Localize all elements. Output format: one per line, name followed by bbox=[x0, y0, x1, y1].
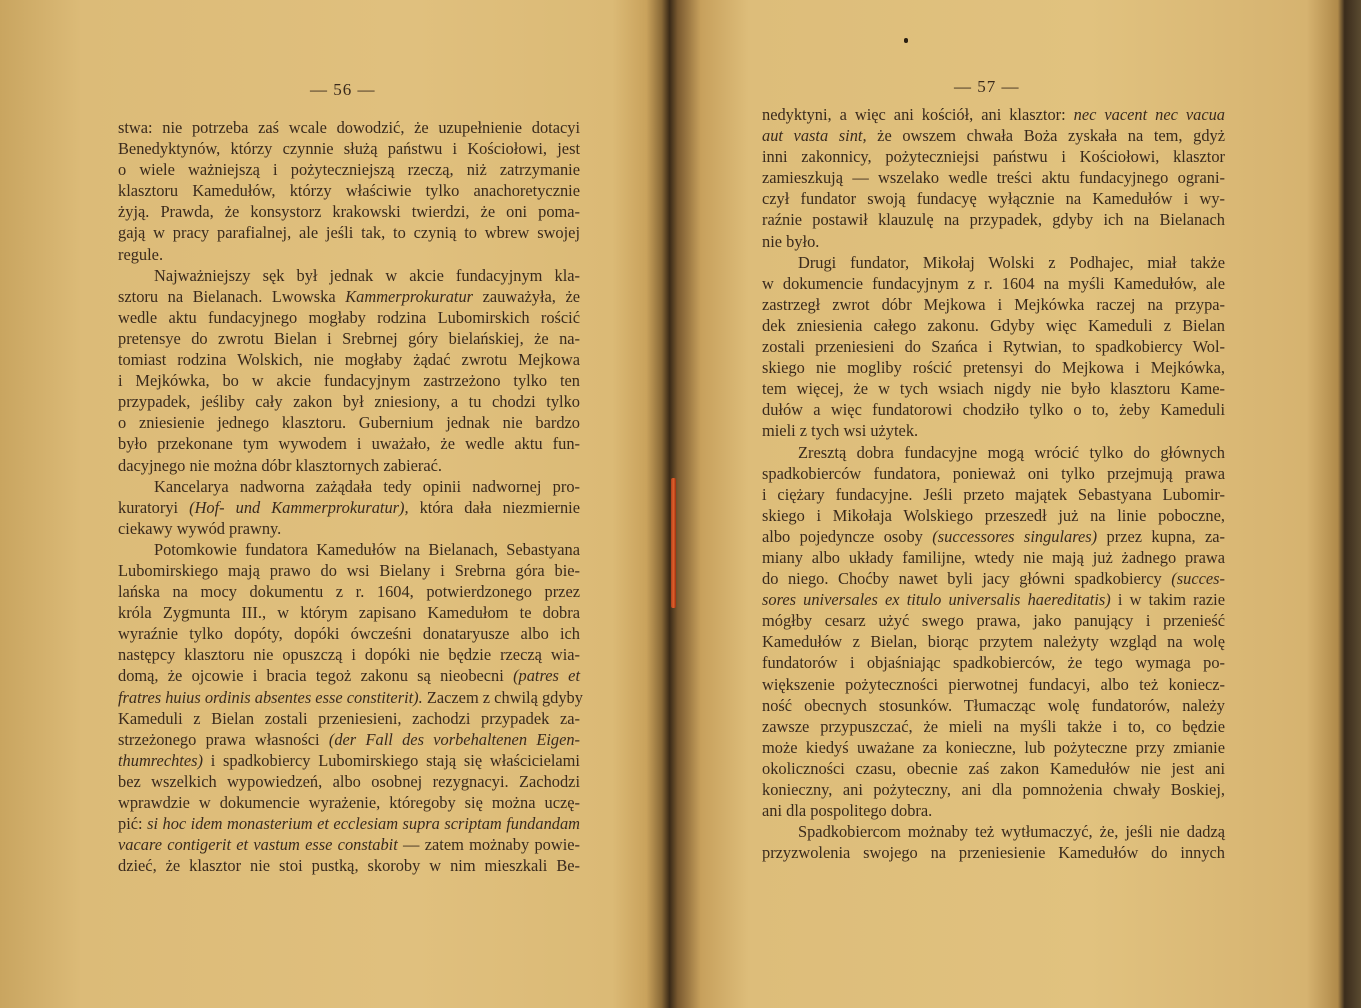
text-segment: Kancelarya nadworna zażądała tedy opinii nadwornej pro- bbox=[154, 476, 580, 496]
text-segment: strzeżonego prawa własności bbox=[118, 729, 329, 749]
text-line bbox=[118, 623, 580, 644]
text-line bbox=[762, 294, 1225, 315]
text-line bbox=[118, 855, 580, 876]
text-segment: zostali przeniesieni do Szańca i Rytwian, to spadkobiercy Wol- bbox=[762, 337, 1225, 357]
text-line bbox=[762, 716, 1225, 737]
text-segment: było przekonane tym wywodem i uważało, że wedle aktu fun- bbox=[118, 434, 580, 454]
text-segment: że owszem chwała Boża zyskała na tem, gdyż bbox=[866, 126, 1225, 146]
text-line bbox=[762, 758, 1225, 779]
text-segment: kuratoryi bbox=[118, 497, 190, 517]
text-line bbox=[762, 800, 1225, 821]
text-segment: pretensye do zwrotu Bielan i Srebrnej góry bielańskiej, że na- bbox=[118, 328, 580, 348]
text-line bbox=[118, 518, 580, 539]
text-segment: lańska na mocy dokumentu z r. 1604, potwierdzonego przez bbox=[118, 582, 580, 602]
text-segment: fundatorów i objaśniając spadkobierców, że tego wymaga po- bbox=[762, 653, 1225, 673]
text-line bbox=[118, 644, 580, 665]
italic-text: vacare contigerit et vastum esse constabit bbox=[118, 835, 398, 855]
text-line bbox=[762, 104, 1225, 125]
text-line bbox=[762, 821, 1225, 842]
text-line bbox=[762, 842, 1225, 863]
text-segment: Benedyktynów, którzy czynnie służą państwu i Kościołowi, jest bbox=[118, 139, 580, 159]
text-segment: stwa: nie potrzeba zaś wcale dowodzić, że uzupełnienie dotacyi bbox=[118, 118, 580, 137]
italic-text: fratres huius ordinis absentes esse constiterit). bbox=[118, 687, 423, 707]
text-segment: Zaczem z chwilą gdyby bbox=[422, 687, 583, 707]
text-segment: regule. bbox=[118, 244, 164, 264]
text-line bbox=[762, 631, 1225, 652]
text-segment: mieli z tych wsi użytek. bbox=[762, 421, 919, 441]
text-segment: Spadkobiercom możnaby też wytłumaczyć, że, jeśli nie dadzą bbox=[798, 822, 1225, 842]
text-segment: ciekawy wywód prawny. bbox=[118, 518, 282, 538]
text-line bbox=[762, 589, 1225, 610]
text-line bbox=[762, 209, 1225, 230]
text-line bbox=[762, 336, 1225, 357]
text-line bbox=[118, 286, 580, 307]
text-line bbox=[118, 307, 580, 328]
text-line bbox=[118, 560, 580, 581]
text-line bbox=[118, 750, 580, 771]
text-segment: która dała niezmiernie bbox=[408, 497, 580, 517]
text-line bbox=[118, 370, 580, 391]
left-page bbox=[118, 0, 583, 1008]
text-line bbox=[762, 568, 1225, 589]
text-segment: okoliczności czasu, obecnie zaś zakon Kamedułów nie jest ani bbox=[762, 758, 1225, 778]
text-line bbox=[762, 188, 1225, 209]
text-line bbox=[762, 695, 1225, 716]
text-segment: zauważyła, że bbox=[473, 286, 581, 306]
text-line bbox=[762, 610, 1225, 631]
italic-text: nec vacent nec vacua bbox=[1073, 105, 1225, 124]
text-segment: przypadek, jeśliby cały zakon był zniesiony, a tu chodzi tylko bbox=[118, 392, 580, 412]
text-line bbox=[762, 315, 1225, 336]
text-segment: i spadkobiercy Lubomirskiego stają się właścicielami bbox=[202, 750, 580, 770]
text-segment: raźnie postawił klauzulę na przypadek, gdyby ich na Bielanach bbox=[762, 210, 1225, 230]
text-line bbox=[118, 687, 583, 708]
text-segment: króla Zygmunta III., w którym zapisano Kamedułom te dobra bbox=[118, 603, 580, 623]
text-segment: skiego nie mogliby rościć pretensyi do Mejkowa i Mejkówka, bbox=[762, 358, 1225, 378]
text-line bbox=[762, 357, 1225, 378]
text-segment: bez wszelkich wypowiedzeń, albo osobnej rezygnacyi. Zachodzi bbox=[118, 771, 580, 791]
text-segment: wyraźnie tylko dopóty, dopóki ówcześni donataryusze albo ich bbox=[118, 624, 580, 644]
text-segment: czył fundator swoją fundacyę wyłącznie na Kamedułów i wy- bbox=[762, 189, 1225, 209]
text-segment: i ciężary fundacyjne. Jeśli przeto majątek Sebastyana Lubomir- bbox=[762, 484, 1225, 504]
text-segment: dułów a więc fundatorowi chodziło tylko o to, żeby Kameduli bbox=[762, 400, 1225, 420]
page-text bbox=[762, 104, 1225, 863]
text-segment: zawsze przypuszczać, że mieli na myśli także i to, co będzie bbox=[762, 716, 1225, 736]
text-segment: ani dla pospolitego dobra. bbox=[762, 801, 933, 821]
text-line bbox=[118, 201, 580, 222]
italic-text: (successores singulares) bbox=[932, 526, 1098, 546]
text-line bbox=[118, 834, 580, 855]
text-segment: tem więcej, że w tych wsiach nigdy nie było klasztoru Kame- bbox=[762, 379, 1225, 399]
italic-text: (der Fall des vorbehaltenen Eigen- bbox=[328, 729, 581, 749]
text-line bbox=[118, 476, 580, 497]
page-number: — 56 — bbox=[310, 80, 376, 99]
text-segment: i Mejkówka, bo w akcie fundacyjnym zastrzeżono tylko ten bbox=[118, 371, 580, 391]
text-line bbox=[762, 779, 1225, 800]
text-line bbox=[118, 180, 580, 201]
text-line bbox=[118, 412, 580, 433]
text-line bbox=[762, 442, 1225, 463]
text-segment: sztoru na Bielanach. Lwowska bbox=[118, 286, 346, 306]
text-line bbox=[118, 244, 580, 265]
text-line bbox=[762, 652, 1225, 673]
text-segment: skiego i Mikołaja Wolskiego przeszedł już na linie poboczne, bbox=[762, 505, 1225, 525]
text-line bbox=[762, 399, 1225, 420]
text-segment: miany albo układy familijne, wtedy nie mają już żadnego prawa bbox=[762, 547, 1225, 567]
text-segment: następcy klasztoru nie opuszczą i dopóki nie będzie rzeczą wia- bbox=[118, 645, 580, 665]
text-segment: żyją. Prawda, że konsystorz krakowski twierdzi, że oni poma- bbox=[118, 202, 580, 222]
text-segment: Kameduli z Bielan zostali przeniesieni, zachodzi przypadek za- bbox=[118, 708, 580, 728]
page-text bbox=[118, 117, 583, 876]
italic-text: Kammerprokuratur bbox=[345, 286, 474, 306]
text-line bbox=[762, 231, 1225, 252]
text-line bbox=[762, 420, 1225, 441]
text-line bbox=[118, 602, 580, 623]
text-line bbox=[762, 547, 1225, 568]
text-segment: o zniesienie jednego klasztoru. Gubernium jednak nie bardzo bbox=[118, 413, 580, 433]
text-segment: Zresztą dobra fundacyjne mogą wrócić tylko do głównych bbox=[798, 442, 1225, 462]
text-line bbox=[762, 526, 1225, 547]
text-line bbox=[118, 665, 580, 686]
text-line bbox=[118, 708, 580, 729]
text-line bbox=[118, 222, 580, 243]
text-line bbox=[118, 433, 580, 454]
text-segment: tomiast rodzina Wolskich, nie mogłaby żądać zwrotu Mejkowa bbox=[118, 350, 580, 370]
text-line bbox=[762, 146, 1225, 167]
text-segment: do niego. Choćby nawet byli jacy główni spadkobiercy bbox=[762, 569, 1172, 589]
text-segment: wprawdzie w dokumencie wyrażenie, któregoby się można uczę- bbox=[118, 793, 580, 812]
text-segment: gają w pracy parafialnej, ale jeśli tak, to czynią to wbrew swojej bbox=[118, 223, 580, 243]
text-segment: konieczny, ani pożyteczny, ani dla pomnożenia chwały Boskiej, bbox=[762, 780, 1225, 799]
text-line bbox=[762, 484, 1225, 505]
text-line bbox=[118, 138, 580, 159]
italic-text: thumrechtes) bbox=[118, 750, 203, 770]
text-segment: może kiedyś uważane za konieczne, lub pożyteczne przy zmianie bbox=[762, 737, 1225, 757]
text-segment: pić: bbox=[118, 814, 148, 834]
text-line bbox=[762, 167, 1225, 188]
text-line bbox=[118, 391, 580, 412]
text-segment: Potomkowie fundatora Kamedułów na Bielanach, Sebastyana bbox=[154, 539, 580, 559]
italic-text: (Hof- und Kammerprokuratur), bbox=[189, 497, 409, 517]
text-segment: przez kupna, za- bbox=[1097, 526, 1225, 546]
text-line bbox=[118, 497, 580, 518]
text-segment: zamieszkują — wszelako wedle treści aktu fundacyjnego ograni- bbox=[762, 168, 1225, 188]
text-line bbox=[118, 539, 580, 560]
text-line bbox=[762, 674, 1225, 695]
right-page bbox=[762, 0, 1225, 1008]
text-segment: dek zniesienia całego zakonu. Gdyby więc Kameduli z Bielan bbox=[762, 315, 1225, 335]
text-segment: ność obecnych stosunków. Tłumacząc wolę fundatorów, należy bbox=[762, 695, 1225, 715]
text-line bbox=[762, 378, 1225, 399]
text-segment: przyzwolenia swojego na przeniesienie Kamedułów do innych bbox=[762, 843, 1225, 863]
bookmark-ribbon bbox=[671, 478, 676, 608]
text-line bbox=[118, 771, 580, 792]
text-segment: — zatem możnaby powie- bbox=[397, 835, 580, 855]
italic-text: (succes- bbox=[1171, 569, 1225, 589]
italic-text: aut vasta sint, bbox=[762, 126, 867, 146]
text-segment: o wiele ważniejszą i pożyteczniejszą rzeczą, niż zatrzymanie bbox=[118, 160, 580, 180]
text-segment: spadkobierców fundatora, ponieważ oni tylko przejmują prawa bbox=[762, 463, 1225, 483]
text-segment: Lubomirskiego mają prawo do wsi Bielany i Srebrna góra bie- bbox=[118, 560, 580, 580]
text-segment: zastrzegł zwrot dóbr Mejkowa i Mejkówka raczej na przypa- bbox=[762, 294, 1225, 314]
text-segment: inni zakonnicy, pożyteczniejsi państwu i Kościołowi, klasztor bbox=[762, 147, 1225, 167]
text-segment: nie było. bbox=[762, 231, 820, 251]
text-segment: większenie pożyteczności pierwotnej fundacyi, albo też koniecz- bbox=[762, 674, 1225, 694]
text-segment: mógłby cesarz użyć swego prawa, jako panujący i przenieść bbox=[762, 611, 1225, 631]
text-segment: i w takim razie bbox=[1110, 590, 1225, 610]
page-number: — 57 — bbox=[954, 77, 1020, 96]
text-line bbox=[118, 455, 580, 476]
text-line bbox=[762, 273, 1225, 294]
text-segment: Kamedułów z Bielan, biorąc przytem należyty wzgląd na wolę bbox=[762, 632, 1225, 652]
text-line bbox=[762, 737, 1225, 758]
italic-text: sores universales ex titulo universalis haereditatis) bbox=[762, 590, 1111, 610]
text-line bbox=[118, 265, 580, 286]
italic-text: (patres et bbox=[513, 666, 580, 686]
text-segment: nedyktyni, a więc ani kościół, ani klasztor: bbox=[762, 105, 1074, 124]
text-line bbox=[118, 349, 580, 370]
italic-text: si hoc idem monasterium et ecclesiam supra scriptam fundandam bbox=[147, 814, 580, 834]
text-line bbox=[762, 505, 1225, 526]
text-line bbox=[118, 328, 580, 349]
text-segment: wedle aktu fundacyjnego mogłaby rodzina Lubomirskich rościć bbox=[118, 307, 580, 327]
text-segment: w dokumencie fundacyjnym z r. 1604 na myśli Kamedułów, ale bbox=[762, 273, 1225, 293]
text-line bbox=[118, 813, 580, 834]
text-line bbox=[762, 463, 1225, 484]
text-segment: dzieć, że klasztor nie stoi pustką, skoroby w nim mieszkali Be- bbox=[118, 856, 580, 876]
text-line bbox=[118, 792, 580, 813]
text-line bbox=[118, 581, 580, 602]
text-line bbox=[762, 252, 1225, 273]
text-line bbox=[762, 125, 1225, 146]
text-line bbox=[118, 729, 580, 750]
text-line bbox=[118, 117, 580, 138]
text-segment: albo pojedyncze osoby bbox=[762, 526, 933, 546]
text-segment: dacyjnego nie można dóbr klasztornych zabierać. bbox=[118, 455, 443, 475]
text-segment: klasztoru Kamedułów, którzy właściwie tylko anachoretycznie bbox=[118, 181, 580, 201]
text-line bbox=[118, 159, 580, 180]
text-segment: domą, że ojcowie i bracia tegoż zakonu są nieobecni bbox=[118, 666, 514, 686]
text-segment: Drugi fundator, Mikołaj Wolski z Podhajec, miał także bbox=[798, 252, 1225, 272]
text-segment: Najważniejszy sęk był jednak w akcie fundacyjnym kla- bbox=[154, 265, 580, 285]
